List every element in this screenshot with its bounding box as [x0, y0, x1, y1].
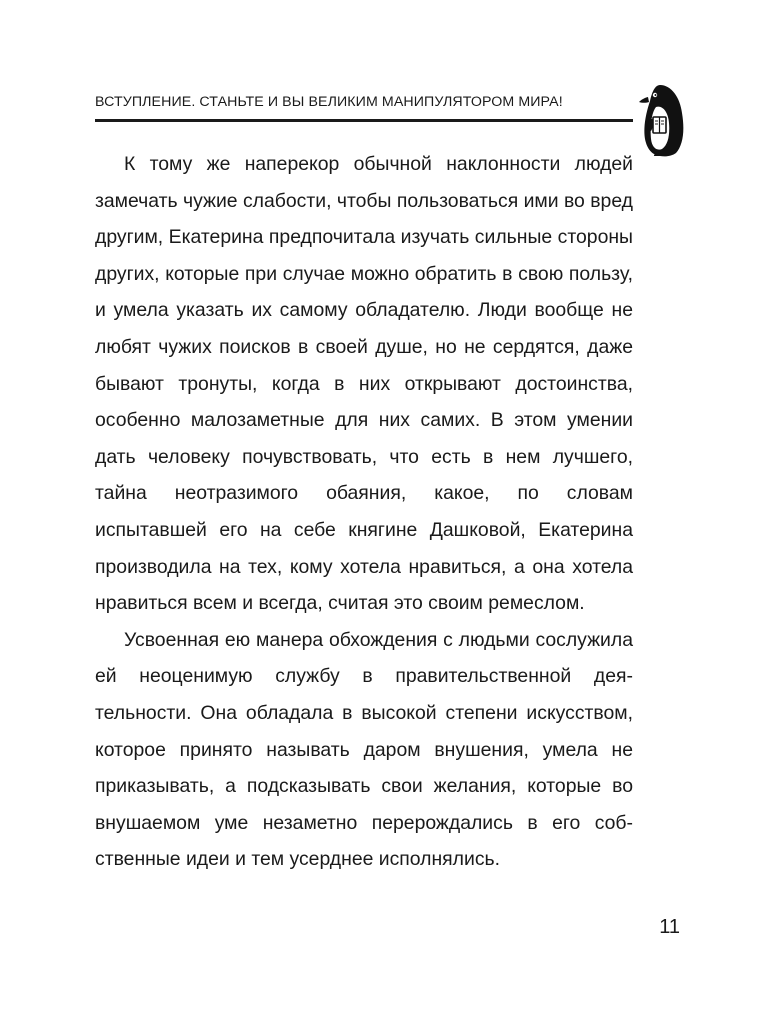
- body-text: [95, 146, 633, 878]
- paragraph: Усвоенная ею манера обхождения с людьми сослужила ей неоценимую службу в правительственной деятельности. Она обладала в высокой степени искусством, которое принято называть даром внушения, умела не приказывать, а подсказывать свои желания, которые во внушаемом уме незаметно перерождались в его собственные идеи и тем усерднее исполнялись.: [95, 628, 633, 871]
- page-number: 11: [659, 916, 680, 938]
- paragraph: К тому же наперекор обычной наклонности людей замечать чужие слабости, чтобы пользоваться ими во вред другим, Екатерина предпочитала изучать сильные стороны других, которые при случае можно обратить в свою пользу, и умела указать их самому обладателю. Люди вообще не любят чужих поисков в своей душе, но не сердятся, даже бывают тронуты, когда в них открывают достоинства, особенно малозаметные для них самих. В этом умении дать человеку почувствовать, что есть в нем лучшего, тайна неотразимого обаяния, какое, по словам испытавшей его на себе княгине Дашковой, Екатерина производила на тех, кому хотела нравиться, а она хотела нравиться всем и всегда, считая это своим ремеслом.: [95, 153, 633, 615]
- penguin-icon: [638, 83, 686, 157]
- running-header-title: ВСТУПЛЕНИЕ. СТАНЬТЕ И ВЫ ВЕЛИКИМ МАНИПУЛЯТОРОМ МИРА!: [95, 94, 563, 110]
- header-divider: [95, 119, 633, 122]
